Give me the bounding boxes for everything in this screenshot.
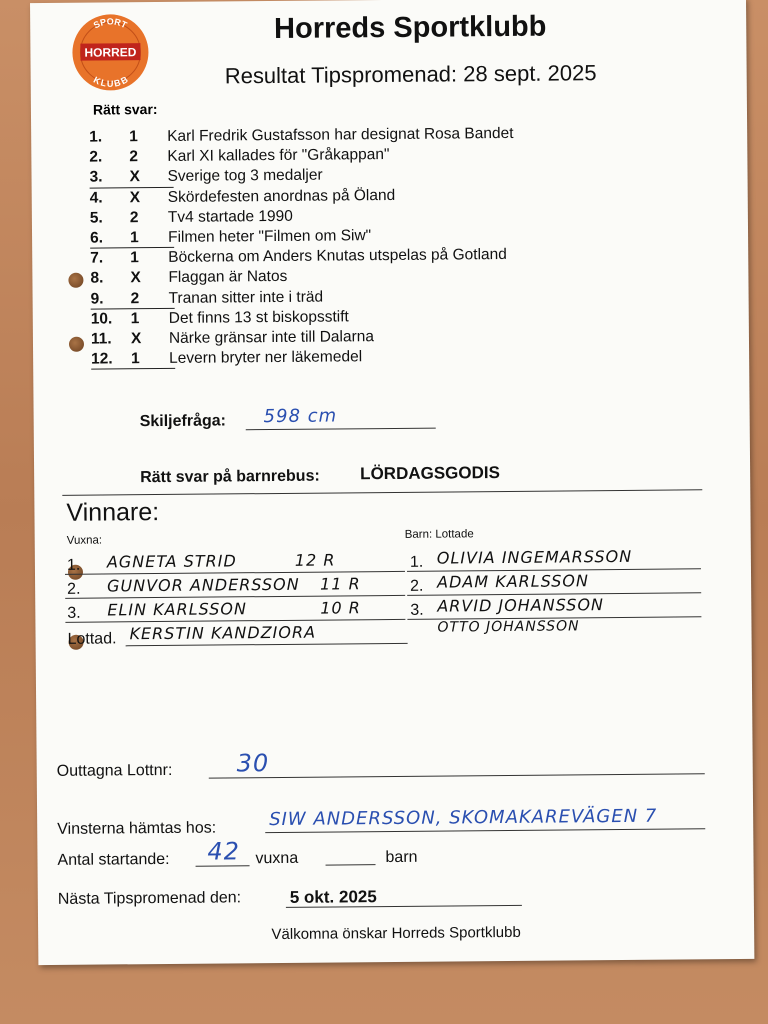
- starters-adults-value: 42: [207, 837, 241, 866]
- adult-winner-name: GUNVOR ANDERSSON: [107, 574, 300, 596]
- adult-winner-num: 1.: [66, 556, 81, 574]
- adult-winner-score: 12 R: [294, 550, 336, 570]
- adult-line: [65, 619, 405, 623]
- starters-label: Antal startande:: [57, 850, 170, 869]
- adult-winner-num: 3.: [67, 604, 81, 622]
- punch-hole: [68, 273, 83, 288]
- lottad-line: [126, 643, 408, 646]
- logo-top-text: SPORT: [91, 16, 129, 31]
- kid-winner-name: ADAM KARLSSON: [436, 571, 590, 592]
- kid-winner-name: ARVID JOHANSSON: [437, 595, 605, 616]
- lottnr-line: [209, 773, 705, 778]
- adult-winner-name: AGNETA STRID: [106, 551, 237, 572]
- pickup-value: SIW ANDERSSON, SKOMAKAREVÄGEN 7: [269, 805, 658, 831]
- tiebreak-value: 598 cm: [263, 405, 338, 428]
- rebus-answer: LÖRDAGSGODIS: [360, 463, 501, 484]
- logo-bottom-text: KLUBB: [91, 74, 130, 89]
- answer-choice: 1: [129, 229, 139, 247]
- tiebreak-label: Skiljefråga:: [139, 412, 227, 431]
- answer-text: Levern bryter ner läkemedel: [169, 348, 363, 367]
- next-walk-date: 5 okt. 2025: [289, 887, 377, 907]
- answers-heading: Rätt svar:: [92, 101, 158, 118]
- kid-winner-name: OLIVIA INGEMARSSON: [436, 546, 633, 568]
- lottad-label: Lottad.: [67, 630, 117, 648]
- answer-text: Filmen heter "Filmen om Siw": [167, 227, 372, 246]
- answer-choice: X: [129, 168, 140, 186]
- answer-number: 4.: [89, 189, 103, 207]
- punch-hole: [69, 337, 84, 352]
- answer-number: 1.: [89, 128, 103, 146]
- answer-choice: 1: [130, 249, 139, 267]
- answer-number: 10.: [90, 310, 113, 328]
- footer-greeting: Välkomna önskar Horreds Sportklubb: [271, 923, 521, 944]
- answer-number: 9.: [90, 289, 104, 308]
- answer-choice: X: [129, 188, 141, 206]
- answer-number: 12.: [91, 350, 113, 368]
- tiebreak-line: [246, 428, 436, 431]
- adult-winner-score: 10 R: [320, 598, 361, 618]
- answer-number: 5.: [89, 209, 103, 227]
- answer-text: Skördefesten anordnas på Öland: [167, 186, 396, 206]
- answer-text: Karl XI kallades för "Gråkappan": [167, 146, 390, 166]
- starters-adults-label: vuxna: [255, 849, 299, 868]
- answer-choice: 2: [129, 208, 139, 227]
- kids-label: Barn: Lottade: [404, 528, 474, 541]
- divider-line: [62, 489, 702, 496]
- answer-text: Tv4 startade 1990: [167, 207, 293, 226]
- starters-adults-line: [196, 865, 250, 866]
- answer-number: 3.: [89, 168, 103, 186]
- adult-winner-num: 2.: [67, 580, 81, 598]
- answer-underline: [91, 368, 175, 370]
- answer-choice: 1: [131, 350, 140, 368]
- lottnr-label: Outtagna Lottnr:: [56, 761, 173, 780]
- winners-title: Vinnare:: [66, 498, 160, 527]
- next-walk-label: Nästa Tipspromenad den:: [57, 889, 242, 908]
- answer-choice: 1: [130, 309, 140, 327]
- answer-text: Flaggan är Natos: [168, 268, 288, 287]
- club-logo: [70, 12, 151, 93]
- rebus-label: Rätt svar på barnrebus:: [140, 467, 320, 487]
- answer-number: 6.: [89, 229, 104, 247]
- answer-number: 8.: [90, 269, 104, 287]
- answer-choice: 1: [129, 128, 138, 146]
- adult-winner-score: 11 R: [320, 574, 361, 594]
- kid-winner-num: 1.: [409, 553, 424, 571]
- answer-choice: 2: [130, 289, 140, 307]
- answer-row: [91, 346, 651, 371]
- answer-choice: 2: [129, 148, 139, 166]
- starters-kids-line: [326, 864, 376, 865]
- answer-text: Böckerna om Anders Knutas utspelas på Gotland: [168, 246, 507, 267]
- answer-choice: X: [130, 330, 142, 348]
- adult-winner-name: ELIN KARLSSON: [107, 599, 247, 620]
- answer-number: 7.: [90, 249, 104, 267]
- answer-number: 2.: [89, 148, 103, 166]
- adults-label: Vuxna:: [66, 534, 103, 547]
- document-sheet: [30, 0, 754, 965]
- kid-winner-num: 2.: [410, 577, 424, 595]
- kid-winner-num: 3.: [410, 601, 424, 619]
- answer-text: Tranan sitter inte i träd: [168, 288, 324, 307]
- logo-middle-text: HORRED: [84, 45, 137, 60]
- answer-text: Sverige tog 3 medaljer: [167, 166, 323, 186]
- answer-text: Karl Fredrik Gustafsson har designat Rosa Bandet: [167, 124, 514, 145]
- answer-list: [89, 124, 651, 371]
- answer-choice: X: [130, 269, 141, 287]
- club-title: Horreds Sportklubb: [273, 10, 547, 45]
- result-subtitle: Resultat Tipspromenad: 28 sept. 2025: [224, 60, 597, 89]
- kid-extra-name: OTTO JOHANSSON: [437, 618, 580, 636]
- starters-kids-label: barn: [385, 848, 418, 867]
- answer-number: 11.: [90, 330, 112, 348]
- answer-text: Närke gränsar inte till Dalarna: [168, 328, 375, 347]
- lottad-name: KERSTIN KANDZIORA: [129, 622, 317, 644]
- pickup-label: Vinsterna hämtas hos:: [57, 819, 217, 838]
- answer-text: Det finns 13 st biskopsstift: [168, 308, 349, 327]
- lottnr-value: 30: [236, 749, 270, 778]
